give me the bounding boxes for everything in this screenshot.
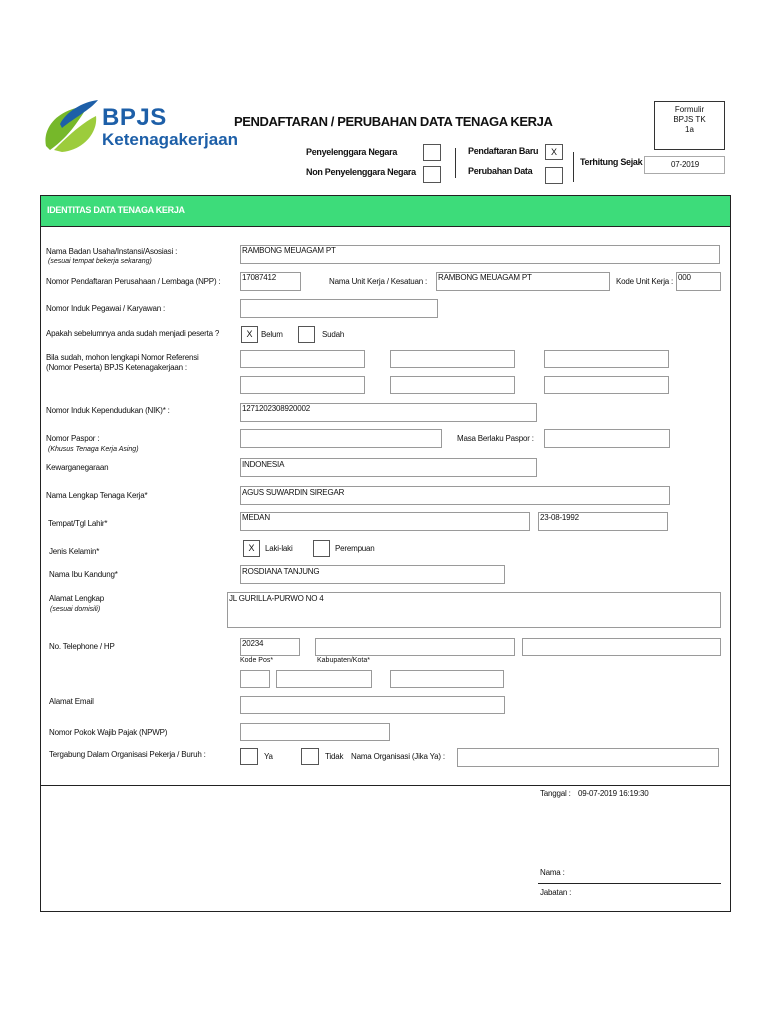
nip-field[interactable] (240, 299, 438, 318)
npwp-field[interactable] (240, 723, 390, 741)
form-code-line1: Formulir (674, 105, 705, 114)
nama-signature-label: Nama : (540, 868, 565, 877)
terhitung-sejak-value: 07-2019 (671, 160, 699, 169)
laki-laki-checkbox[interactable]: X (243, 540, 260, 557)
nama-badan-label: Nama Badan Usaha/Instansi/Asosiasi : (46, 247, 178, 256)
referensi-field-2[interactable] (390, 350, 515, 368)
referensi-field-3[interactable] (544, 350, 669, 368)
pendaftaran-baru-label: Pendaftaran Baru (468, 146, 539, 156)
referensi-field-6[interactable] (544, 376, 669, 394)
perubahan-data-label: Perubahan Data (468, 166, 533, 176)
logo-brand: BPJS (102, 104, 167, 131)
form-code-box (654, 101, 725, 150)
ya-checkbox[interactable] (240, 748, 258, 765)
jabatan-label: Jabatan : (540, 888, 572, 897)
kode-pos-label: Kode Pos* (240, 657, 274, 664)
kewarganegaraan-value: INDONESIA (242, 460, 285, 469)
terhitung-sejak-field[interactable] (644, 156, 725, 174)
nama-lengkap-value: AGUS SUWARDIN SIREGAR (242, 488, 345, 497)
referensi-field-1[interactable] (240, 350, 365, 368)
perempuan-label: Perempuan (335, 544, 375, 553)
perubahan-data-checkbox[interactable] (545, 167, 563, 184)
kode-unit-value: 000 (678, 273, 691, 282)
tanggal-label: Tanggal : (540, 789, 571, 798)
nama-organisasi-field[interactable] (457, 748, 719, 767)
header-divider-2 (573, 152, 574, 182)
form-code-line3: 1a (685, 125, 694, 134)
extra-field-3[interactable] (390, 670, 504, 688)
paspor-label: Nomor Paspor : (46, 434, 100, 443)
masa-paspor-field[interactable] (544, 429, 670, 448)
section-header (41, 196, 730, 227)
email-label: Alamat Email (49, 697, 94, 706)
logo-subtitle: Ketenagakerjaan (102, 130, 239, 149)
laki-laki-label: Laki-laki (265, 544, 293, 553)
section-title: IDENTITAS DATA TENAGA KERJA (47, 205, 185, 215)
ttl-label: Tempat/Tgl Lahir* (48, 519, 108, 528)
unit-kerja-value: RAMBONG MEUAGAM PT (438, 273, 532, 282)
nama-lengkap-label: Nama Lengkap Tenaga Kerja* (46, 491, 148, 500)
terhitung-sejak-label: Terhitung Sejak (580, 157, 643, 167)
perempuan-checkbox[interactable] (313, 540, 330, 557)
extra-field-1[interactable] (240, 670, 270, 688)
nik-label: Nomor Induk Kependudukan (NIK)* : (46, 406, 170, 415)
nik-value: 1271202308920002 (242, 404, 310, 413)
alamat-note: (sesuai domisili) (50, 606, 101, 613)
nama-badan-value: RAMBONG MEUAGAM PT (242, 246, 336, 255)
ya-label: Ya (264, 752, 273, 761)
kewarganegaraan-field[interactable] (240, 458, 537, 477)
ibu-kandung-value: ROSDIANA TANJUNG (242, 567, 320, 576)
npwp-label: Nomor Pokok Wajib Pajak (NPWP) (49, 728, 168, 737)
kabupaten-field[interactable] (315, 638, 515, 656)
tidak-checkbox[interactable] (301, 748, 319, 765)
form-code-line2: BPJS TK (673, 115, 706, 124)
telp-label: No. Telephone / HP (49, 642, 115, 651)
tidak-label: Tidak (325, 752, 344, 761)
tgl-lahir-value: 23-08-1992 (540, 513, 579, 522)
tempat-lahir-field[interactable] (240, 512, 530, 531)
nama-organisasi-label: Nama Organisasi (Jika Ya) : (351, 752, 445, 761)
belum-checkbox[interactable]: X (241, 326, 258, 343)
extra-field-2[interactable] (276, 670, 372, 688)
footer-divider (41, 785, 730, 786)
kode-pos-value: 20234 (242, 639, 264, 648)
signature-line (538, 883, 721, 884)
jenis-kelamin-label: Jenis Kelamin* (49, 547, 100, 556)
header-divider-1 (455, 148, 456, 178)
sudah-checkbox[interactable] (298, 326, 315, 343)
referensi-field-5[interactable] (390, 376, 515, 394)
paspor-field[interactable] (240, 429, 442, 448)
organisasi-label: Tergabung Dalam Organisasi Pekerja / Buruh : (49, 750, 206, 759)
unit-kerja-label: Nama Unit Kerja / Kesatuan : (329, 277, 428, 286)
tanggal-value: 09-07-2019 16:19:30 (578, 789, 649, 798)
tempat-lahir-value: MEDAN (242, 513, 270, 522)
telepon-field[interactable] (522, 638, 721, 656)
logo-leaf-icon (40, 96, 104, 158)
paspor-note: (Khusus Tenaga Kerja Asing) (48, 446, 139, 453)
penyelenggara-negara-checkbox[interactable] (423, 144, 441, 161)
nama-badan-note: (sesuai tempat bekerja sekarang) (48, 258, 152, 265)
alamat-value: JL GURILLA-PURWO NO 4 (229, 594, 324, 603)
sudah-label: Sudah (322, 330, 345, 339)
masa-paspor-label: Masa Berlaku Paspor : (457, 434, 534, 443)
penyelenggara-negara-label: Penyelenggara Negara (306, 147, 398, 157)
non-penyelenggara-negara-checkbox[interactable] (423, 166, 441, 183)
non-penyelenggara-negara-label: Non Penyelenggara Negara (306, 167, 416, 177)
email-field[interactable] (240, 696, 505, 714)
alamat-label: Alamat Lengkap (49, 594, 105, 603)
belum-label: Belum (261, 330, 283, 339)
nip-label: Nomor Induk Pegawai / Karyawan : (46, 304, 165, 313)
page-title: PENDAFTARAN / PERUBAHAN DATA TENAGA KERJA (234, 114, 553, 129)
kewarganegaraan-label: Kewarganegaraan (46, 463, 109, 472)
pendaftaran-baru-checkbox[interactable]: X (545, 144, 563, 160)
ibu-kandung-label: Nama Ibu Kandung* (49, 570, 118, 579)
kabupaten-label: Kabupaten/Kota* (317, 657, 370, 664)
referensi-field-4[interactable] (240, 376, 365, 394)
peserta-label: Apakah sebelumnya anda sudah menjadi peserta ? (46, 329, 220, 338)
npp-label: Nomor Pendaftaran Perusahaan / Lembaga (NPP) : (46, 277, 221, 286)
kode-unit-label: Kode Unit Kerja : (616, 277, 674, 286)
npp-value: 17087412 (242, 273, 276, 282)
bpjs-logo (40, 96, 239, 158)
referensi-label: Bila sudah, mohon lengkapi Nomor Referensi (Nomor Peserta) BPJS Ketenagakerjaan : (46, 353, 199, 372)
